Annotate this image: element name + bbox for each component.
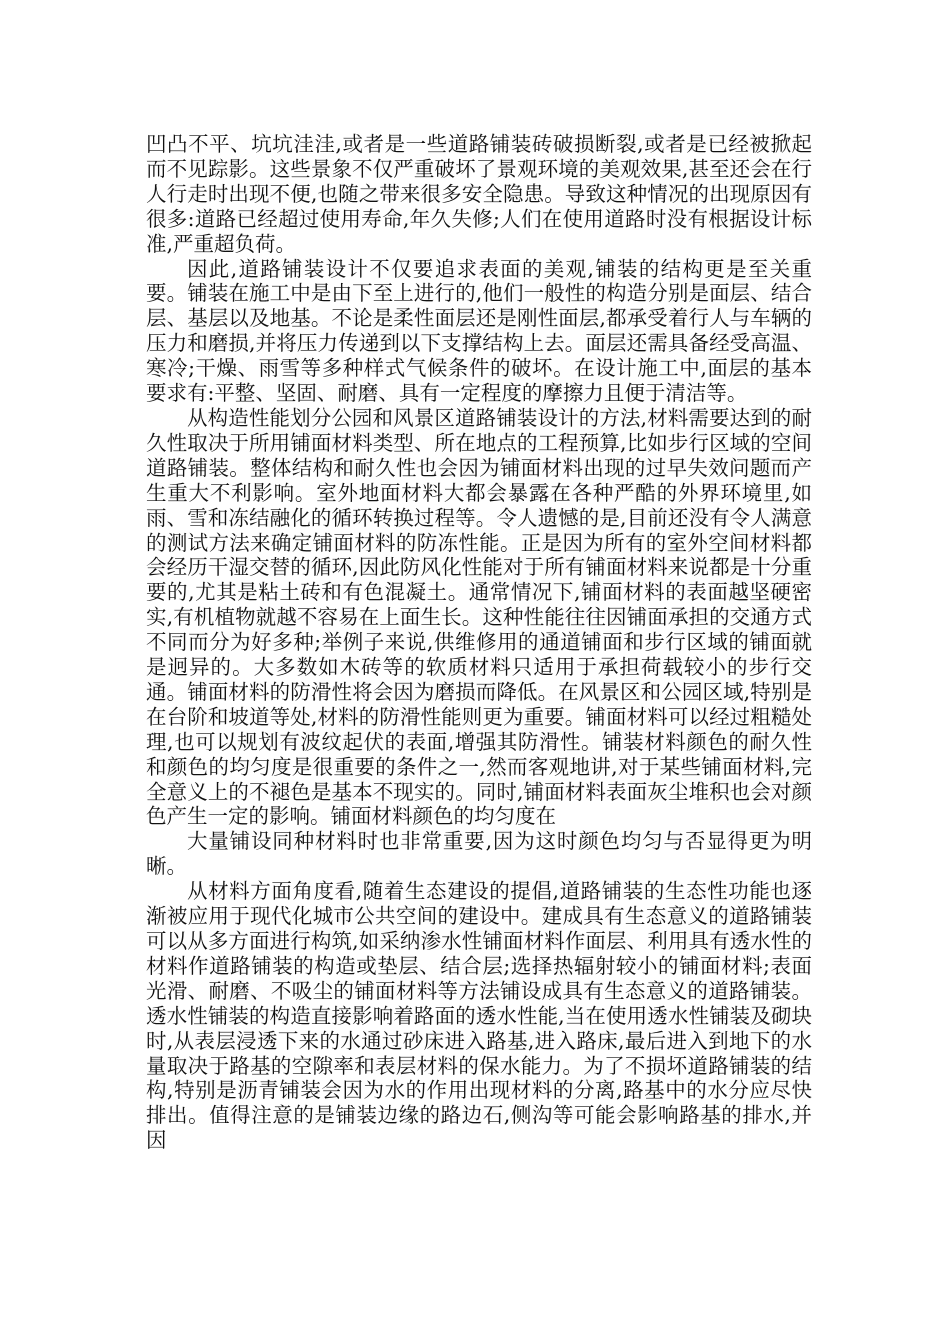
- paragraph-5: 从材料方面角度看,随着生态建设的提倡,道路铺装的生态性功能也逐渐被应用于现代化城市公共空间的建设中。建成具有生态意义的道路铺装可以从多方面进行构筑,如采纳渗水性铺面材料作面层、利用具有透水性的材料作道路铺装的构造或垫层、结合层;选择热辐射较小的铺面材料;表面光滑、耐磨、不吸尘的铺面材料等方法铺设成具有生态意义的道路铺装。透水性铺装的构造直接影响着路面的透水性能,当在使用透水性铺装及砌块时,从表层浸透下来的水通过砂床进入路基,进入路床,最后进入到地下的水量取决于路基的空隙率和表层材料的保水能力。为了不损坏道路铺装的结构,特别是沥青铺装会因为水的作用出现材料的分离,路基中的水分应尽快排出。值得注意的是铺装边缘的路边石,侧沟等可能会影响路基的排水,并因: [146, 879, 812, 1153]
- paragraph-3: 从构造性能划分公园和风景区道路铺装设计的方法,材料需要达到的耐久性取决于所用铺面材料类型、所在地点的工程预算,比如步行区域的空间道路铺装。整体结构和耐久性也会因为铺面材料出现的过早失效问题而产生重大不利影响。室外地面材料大都会暴露在各种严酷的外界环境里,如雨、雪和冻结融化的循环转换过程等。令人遗憾的是,目前还没有令人满意的测试方法来确定铺面材料的防冻性能。正是因为所有的室外空间材料都会经历干湿交替的循环,因此防风化性能对于所有铺面材料来说都是十分重要的,尤其是粘土砖和有色混凝土。通常情况下,铺面材料的表面越坚硬密实,有机植物就越不容易在上面生长。这种性能往往因铺面承担的交通方式不同而分为好多种;举例子来说,供维修用的通道铺面和步行区域的铺面就是迥异的。大多数如木砖等的软质材料只适用于承担荷载较小的步行交通。铺面材料的防滑性将会因为磨损而降低。在风景区和公园区域,特别是在台阶和坡道等处,材料的防滑性能则更为重要。铺面材料可以经过粗糙处理,也可以规划有波纹起伏的表面,增强其防滑性。铺装材料颜色的耐久性和颜色的均匀度是很重要的条件之一,然而客观地讲,对于某些铺面材料,完全意义上的不褪色是基本不现实的。同时,铺面材料表面灰尘堆积也会对颜色产生一定的影响。铺面材料颜色的均匀度在: [146, 405, 812, 829]
- document-body: [146, 132, 812, 1153]
- paragraph-1: 凹凸不平、坑坑洼洼,或者是一些道路铺装砖破损断裂,或者是已经被掀起而不见踪影。这些景象不仅严重破坏了景观环境的美观效果,甚至还会在行人行走时出现不便,也随之带来很多安全隐患。导致这种情况的出现原因有很多:道路已经超过使用寿命,年久失修;人们在使用道路时没有根据设计标准,严重超负荷。: [146, 132, 812, 256]
- paragraph-2: 因此,道路铺装设计不仅要追求表面的美观,铺装的结构更是至关重要。铺装在施工中是由下至上进行的,他们一般性的构造分别是面层、结合层、基层以及地基。不论是柔性面层还是刚性面层,都承受着行人与车辆的压力和磨损,并将压力传递到以下支撑结构上去。面层还需具备经受高温、寒冷;干燥、雨雪等多种样式气候条件的破坏。在设计施工中,面层的基本要求有:平整、坚固、耐磨、具有一定程度的摩擦力且便于清洁等。: [146, 256, 812, 406]
- paragraph-4: 大量铺设同种材料时也非常重要,因为这时颜色均匀与否显得更为明晰。: [146, 829, 812, 879]
